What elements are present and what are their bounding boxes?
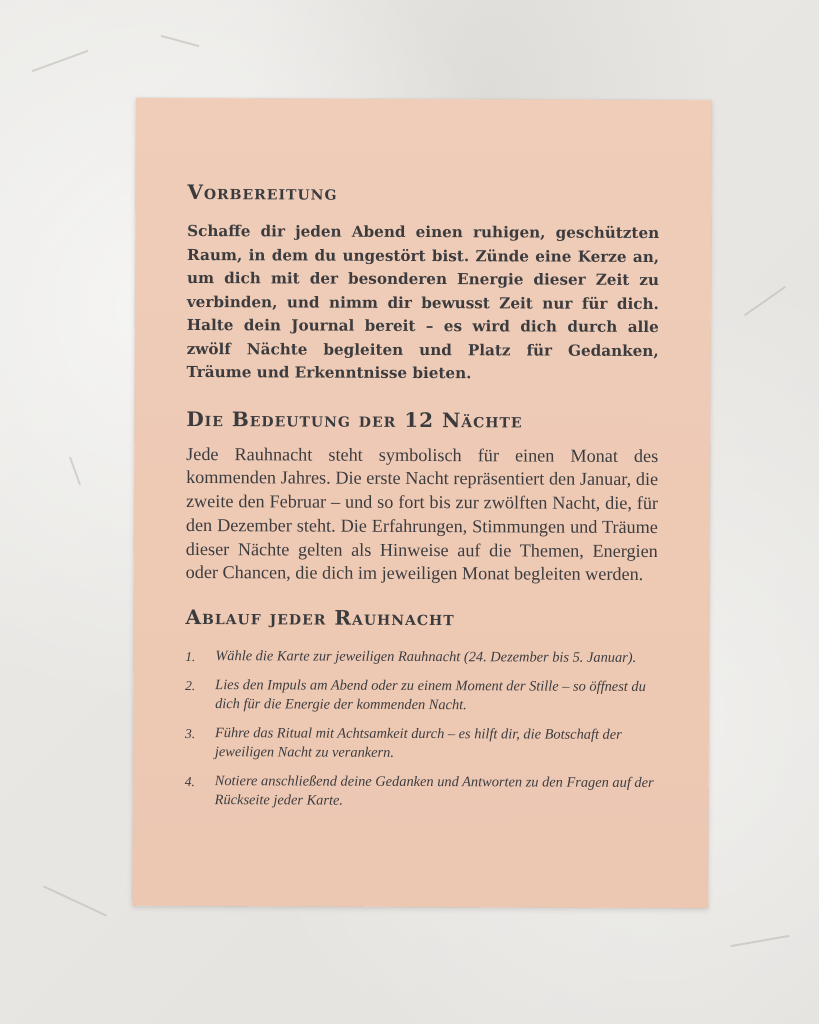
step-number: 1. (185, 649, 196, 665)
wall-crack (69, 457, 81, 486)
vorbereitung-text: Schaffe dir jeden Abend einen ruhigen, geschützten Raum, in dem du ungestört bist. Zünde eine Kerze an, um dich mit der besonderen Energie dieser Zeit zu verbinden, und nimm dir bewusst Zeit nur für dich. Halte dein Journal bereit – es wird dich durch alle zwölf Nächte begleiten und Platz für Gedanken, Träume und Erkenntnisse bieten. (186, 221, 660, 383)
section-heading-vorbereitung: Vorbereitung (187, 179, 338, 205)
list-item (185, 724, 657, 764)
ablauf-steps (185, 647, 658, 812)
bedeutung-text: Jede Rauhnacht steht symbolisch für einen Monat des kommenden Jahres. Die erste Nacht repräsentiert den Januar, die zweite den Februar – und so fort bis zur zwölften Nacht, die, für den Dezember steht. Die Erfahrungen, Stimmungen und Träume dieser Nächte gelten als Hinweise auf die Themen, Energien oder Chancen, die dich im jeweiligen Monat begleiten werden. (185, 443, 659, 585)
wall-crack (744, 286, 786, 316)
list-item (185, 676, 657, 716)
step-number: 4. (184, 774, 195, 790)
wall-crack (43, 885, 107, 916)
section-heading-bedeutung: Die Bedeutung der 12 Nächte (186, 406, 523, 432)
step-text: Notiere anschließend deine Gedanken und Antworten zu den Fragen auf der Rückseite jeder Karte. (214, 773, 654, 809)
wall-crack (31, 50, 88, 72)
list-item (185, 772, 657, 812)
step-number: 3. (184, 726, 196, 742)
step-text: Führe das Ritual mit Achtsamkeit durch – es hilft dir, die Botschaft der jeweiligen Nacht zu verankern. (214, 725, 622, 762)
step-text: Lies den Impuls am Abend oder zu einem Moment der Stille – so öffnest du dich für die Energie der kommenden Nacht. (215, 677, 646, 714)
wall-crack (160, 35, 199, 47)
step-text: Wähle die Karte zur jeweiligen Rauhnacht (24. Dezember bis 5. Januar). (215, 648, 637, 667)
instruction-card (132, 98, 712, 909)
section-heading-ablauf: Ablauf jeder Rauhnacht (185, 605, 455, 631)
card-content (185, 180, 660, 822)
wall-crack (730, 935, 789, 947)
list-item (185, 647, 657, 668)
step-number: 2. (185, 678, 196, 694)
